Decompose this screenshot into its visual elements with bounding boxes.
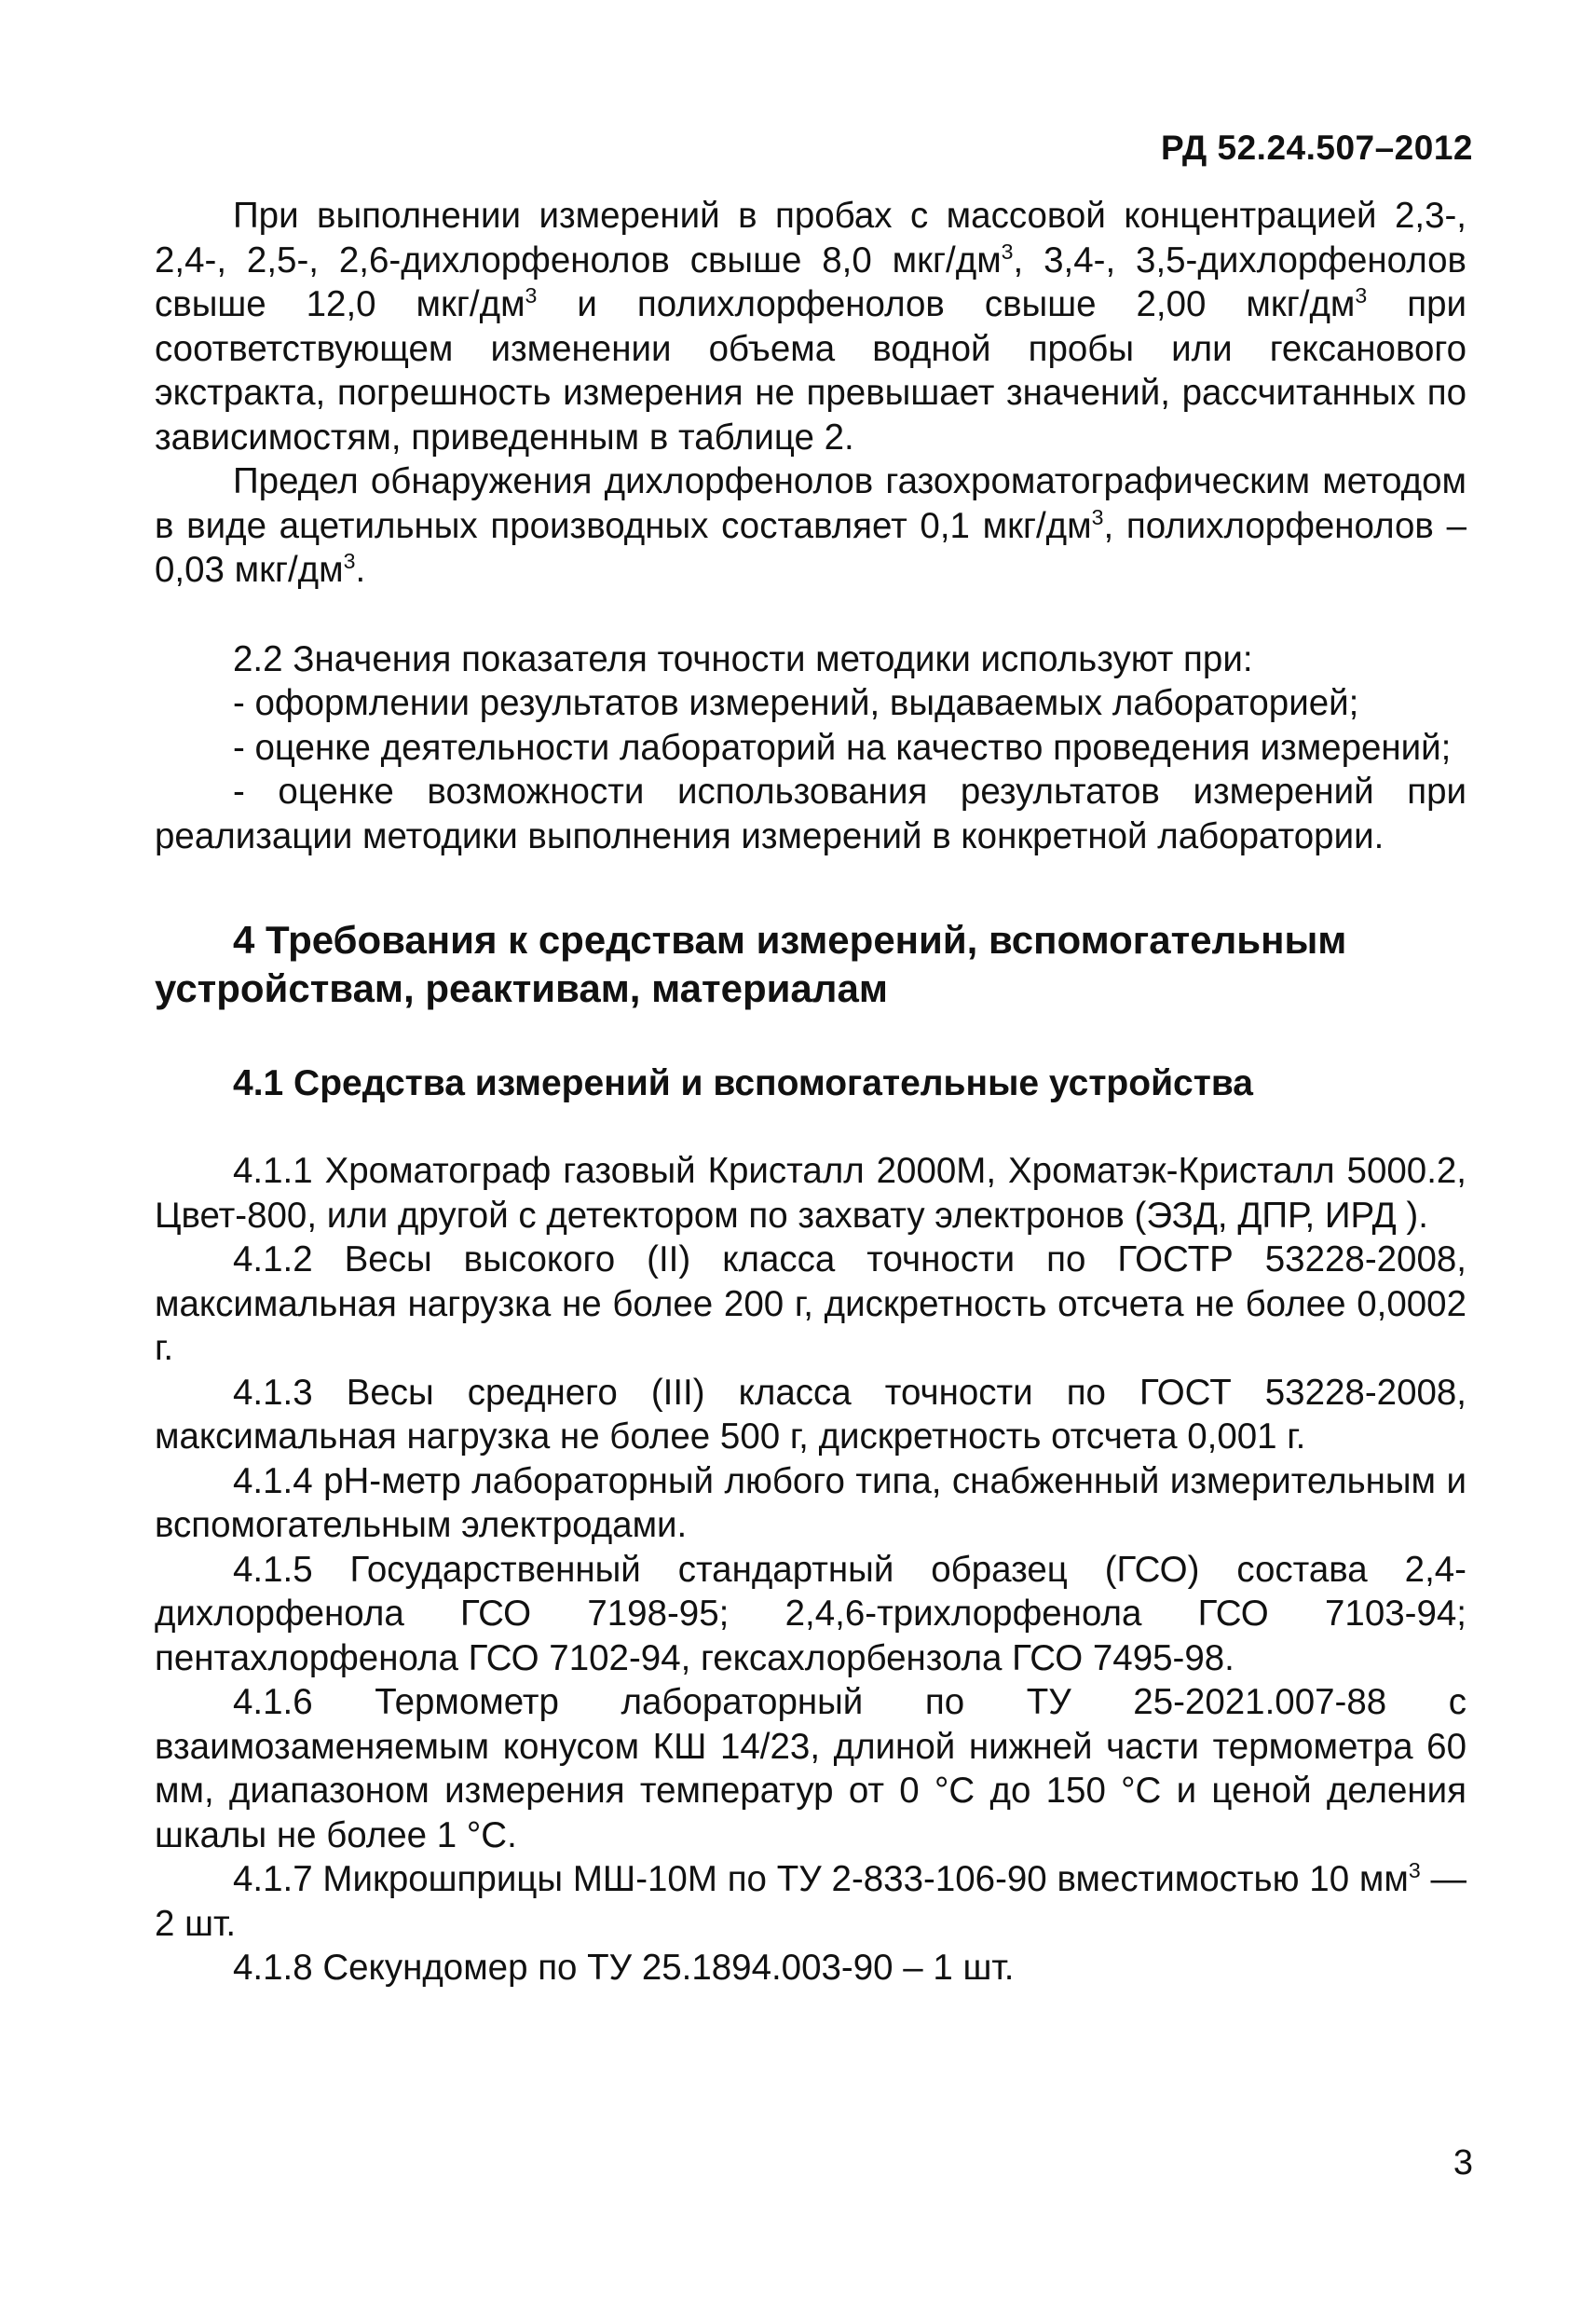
section-2-2-intro: 2.2 Значения показателя точности методики используют при: (233, 638, 1253, 679)
section-4-heading: 4 Требования к средствам измерений, вспомогательным устройствам, реактивам, материалам (155, 918, 1347, 1010)
list-item: - оценке возможности использования результатов измерений при реализации методики выполнения измерений в конкретной лаборатории. (155, 772, 1466, 856)
list-item: 4.1.7 Микрошприцы МШ-10М по ТУ 2-833-106-90 вместимостью 10 $мм^3$ — 2 шт. (155, 1858, 1467, 1944)
list-item: 4.1.2 Весы высокого (II) класса точности по ГОСТР 53228-2008, максимальная нагрузка не более 200 г, дискретность отсчета не более 0,0002 г. (155, 1239, 1466, 1368)
paragraph-detection-limit: Предел обнаружения дихлорфенолов газохроматографическим методом в виде ацетильных производных составляет 0,1 мкг/$дм^3$, полихлорфенолов – 0,03 мкг/$дм^3$. (155, 461, 1466, 590)
list-item: 4.1.1 Хроматограф газовый Кристалл 2000М, Хроматэк-Кристалл 5000.2, Цвет-800, или другой с детектором по захвату электронов (ЭЗД, ДПР, ИРД ). (155, 1151, 1466, 1236)
list-item: 4.1.6 Термометр лабораторный по ТУ 25-2021.007-88 с взаимозаменяемым конусом КШ 14/23, длиной нижней части термометра 60 мм, диапазоном измерения температур от 0 °С до 150 °С и ценой деления шкалы не более 1 °С. (155, 1682, 1466, 1855)
list-item: - оценке деятельности лабораторий на качество проведения измерений; (233, 727, 1452, 768)
list-item: - оформлении результатов измерений, выдаваемых лабораторией; (233, 683, 1359, 723)
list-item: 4.1.4 рН-метр лабораторный любого типа, снабженный измерительным и вспомогательным электродами. (155, 1460, 1466, 1545)
section-4-1-heading: 4.1 Средства измерений и вспомогательные устройства (233, 1063, 1253, 1103)
paragraph-concentration: При выполнении измерений в пробах с массовой концентрацией 2,3-, 2,4-, 2,5-, 2,6-дихлорфенолов свыше 8,0 мкг/$дм^3$, 3,4-, 3,5-дихлорфенолов свыше 12,0 мкг/$дм^3$ и полихлорфенолов свыше 2,00 мкг/$дм^3$ при соответствующем изменении объема водной пробы или гексанового экстракта, погрешность измерения не превышает значений, рассчитанных по зависимостям, приведенным в таблице 2. (155, 196, 1466, 458)
page-number: 3 (1453, 2143, 1473, 2182)
list-item: 4.1.8 Секундомер по ТУ 25.1894.003-90 – 1 шт. (233, 1948, 1015, 1988)
list-item: 4.1.3 Весы среднего (III) класса точности по ГОСТ 53228-2008, максимальная нагрузка не более 500 г, дискретность отсчета 0,001 г. (155, 1372, 1466, 1457)
list-item: 4.1.5 Государственный стандартный образец (ГСО) состава 2,4-дихлорфенола ГСО 7198-95; 2,4,6-трихлорфенола ГСО 7103-94; пентахлорфенола ГСО 7102-94, гексахлорбензола ГСО 7495-98. (155, 1549, 1466, 1678)
page-body (155, 194, 1466, 1991)
document-code: РД 52.24.507–2012 (1161, 129, 1473, 167)
